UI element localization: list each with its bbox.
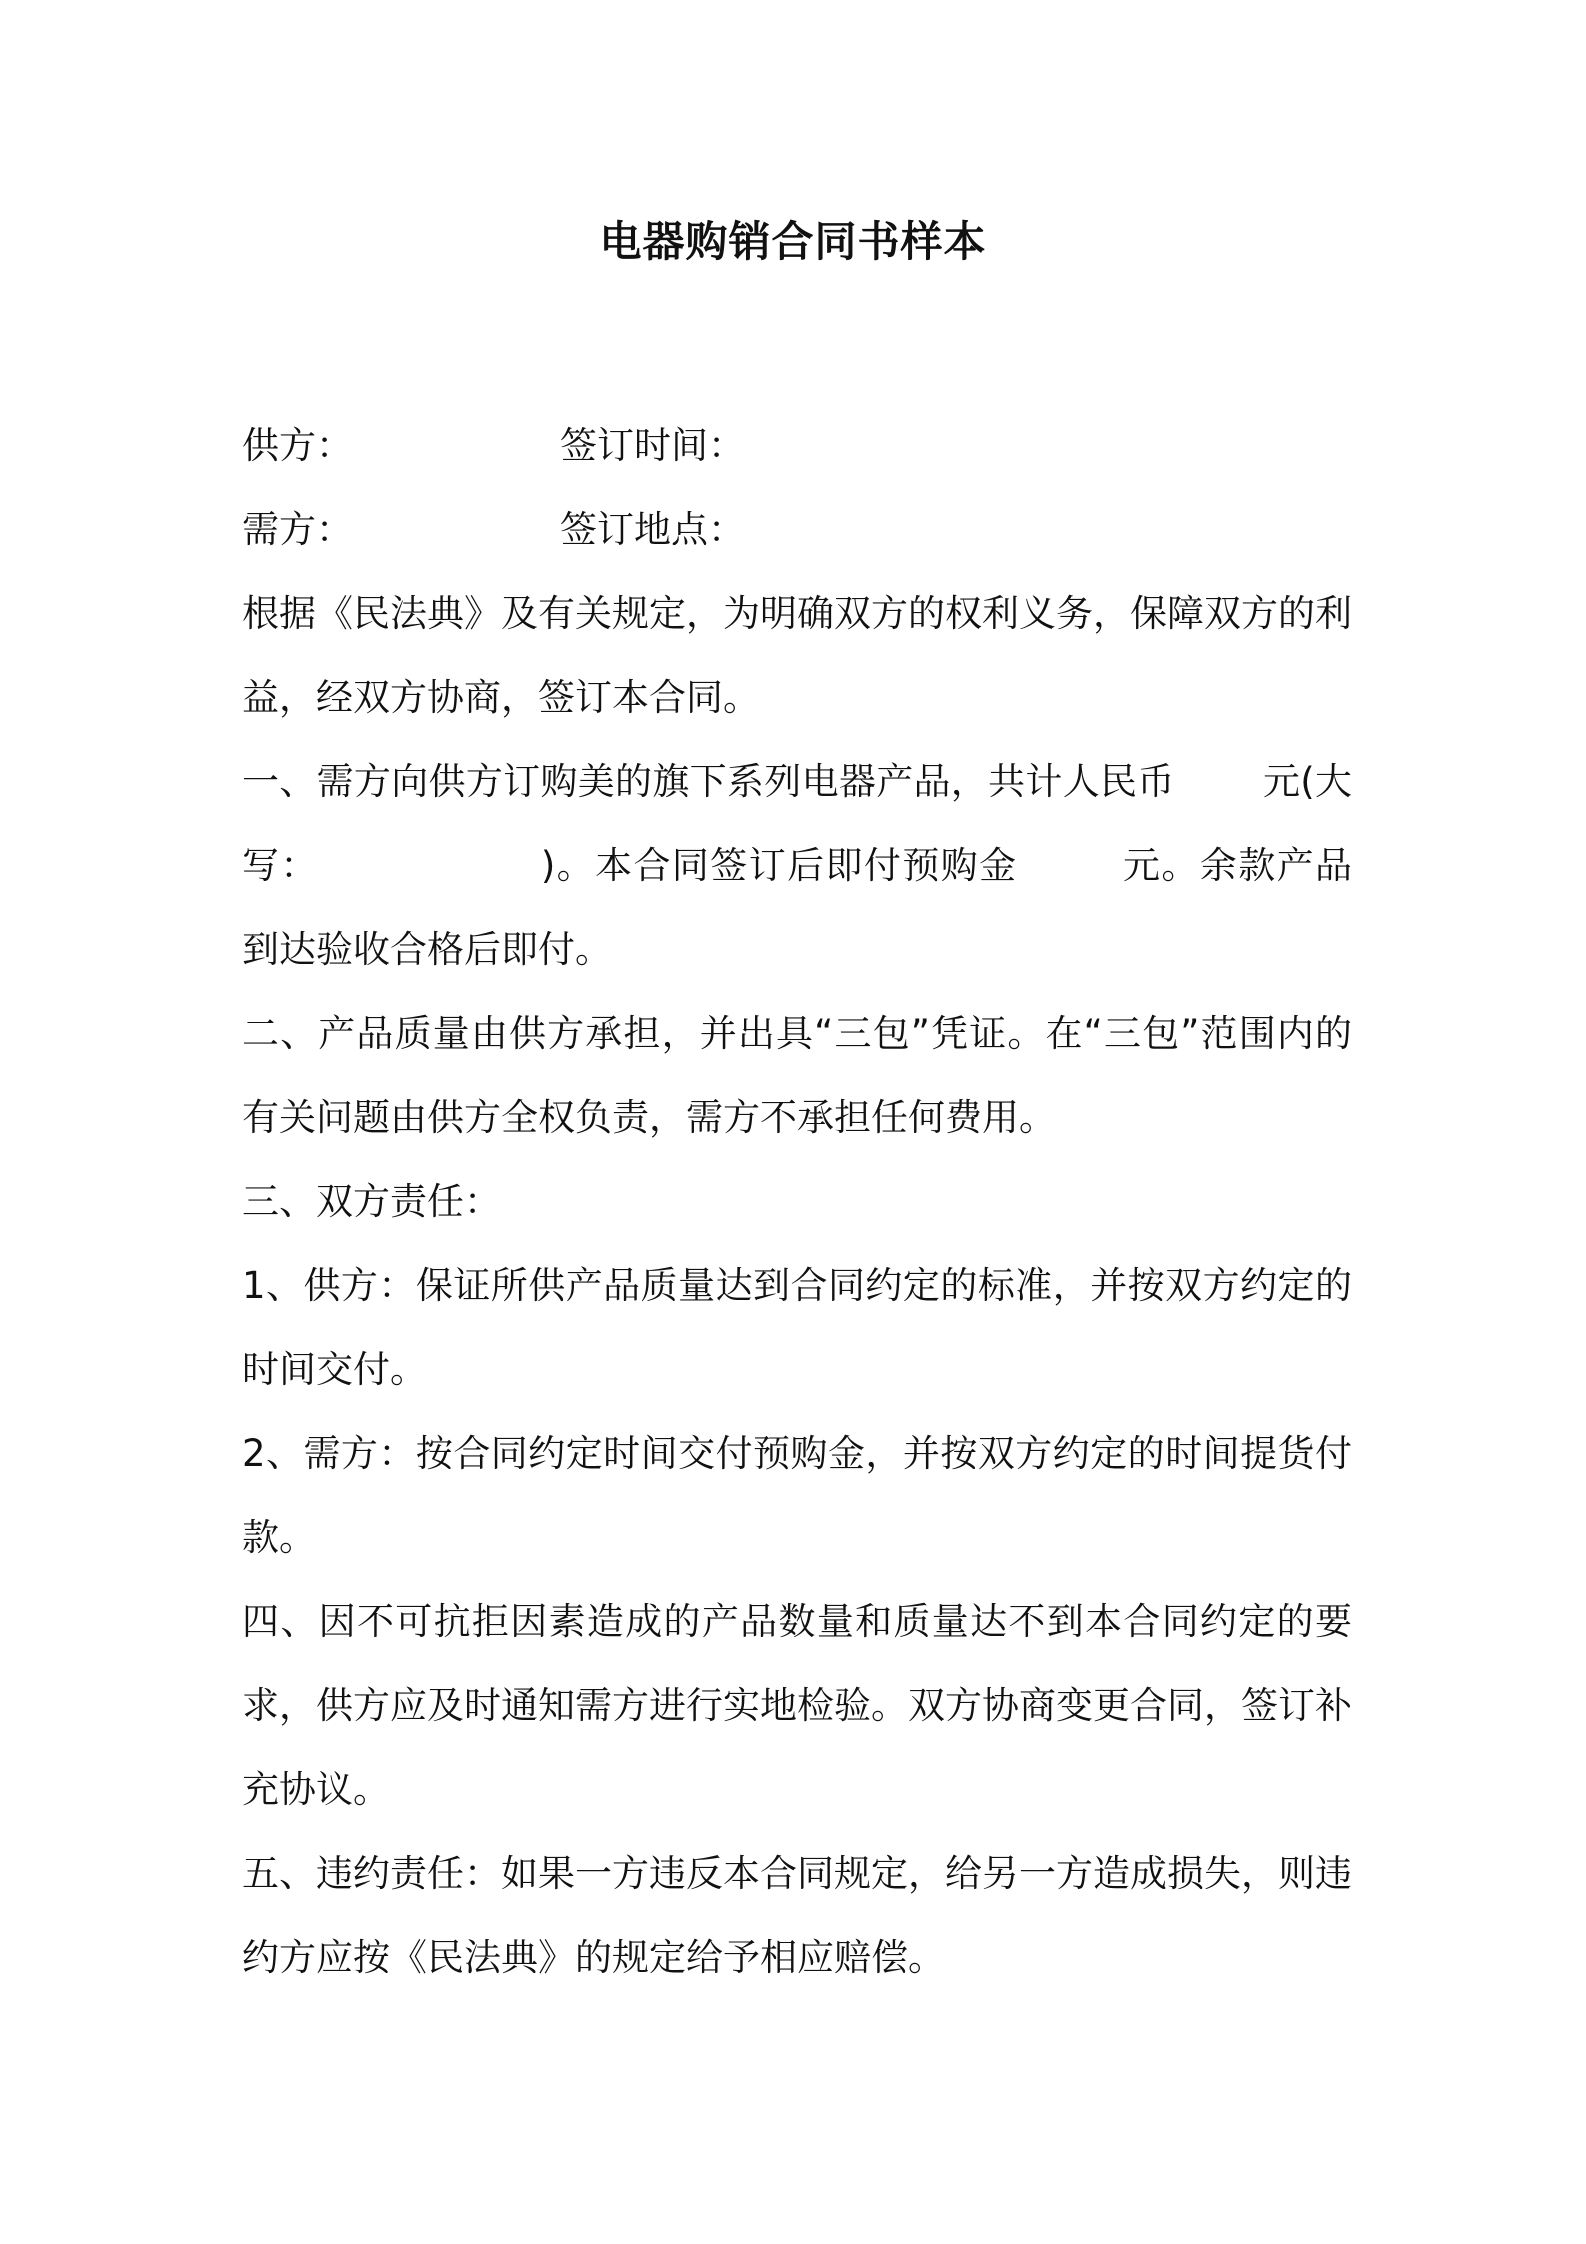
header-row-supplier: [242, 404, 1352, 488]
clause-3-heading: 三、双方责任：: [242, 1180, 501, 1223]
intro-paragraph: 根据《民法典》及有关规定，为明确双方的权利义务，保障双方的利益，经双方协商，签订本合同。: [242, 592, 1352, 719]
supplier-label: 供方：: [242, 424, 353, 467]
clause-3-item-1: 1、供方：保证所供产品质量达到合同约定的标准，并按双方约定的时间交付。: [242, 1264, 1352, 1391]
clause-1-part-1: 一、需方向供方订购美的旗下系列电器产品，共计人民币: [242, 760, 1175, 803]
clause-5: 五、违约责任：如果一方违反本合同规定，给另一方造成损失，则违约方应按《民法典》的规定给予相应赔偿。: [242, 1852, 1352, 1979]
clause-3-item-2: 2、需方：按合同约定时间交付预购金，并按双方约定的时间提货付款。: [242, 1432, 1352, 1559]
contract-body: [242, 404, 1352, 2000]
clause-1: [242, 740, 1352, 992]
sign-time-label: 签订时间：: [560, 424, 745, 467]
buyer-label: 需方：: [242, 508, 353, 551]
clause-1-part-4: 元。余款产品到达验收合格后即付。: [242, 844, 1353, 971]
sign-place-label: 签订地点：: [560, 508, 745, 551]
document-title: 电器购销合同书样本: [599, 217, 987, 266]
clause-1-part-2: 元(大写：: [242, 760, 1353, 887]
clause-4: 四、因不可抗拒因素造成的产品数量和质量达不到本合同约定的要求，供方应及时通知需方进行实地检验。双方协商变更合同，签订补充协议。: [242, 1600, 1352, 1811]
clause-2: 二、产品质量由供方承担，并出具“三包”凭证。在“三包”范围内的有关问题由供方全权负责，需方不承担任何费用。: [242, 1012, 1352, 1139]
header-row-buyer: [242, 488, 1352, 572]
clause-1-part-3: )。本合同签订后即付预购金: [540, 844, 1018, 887]
